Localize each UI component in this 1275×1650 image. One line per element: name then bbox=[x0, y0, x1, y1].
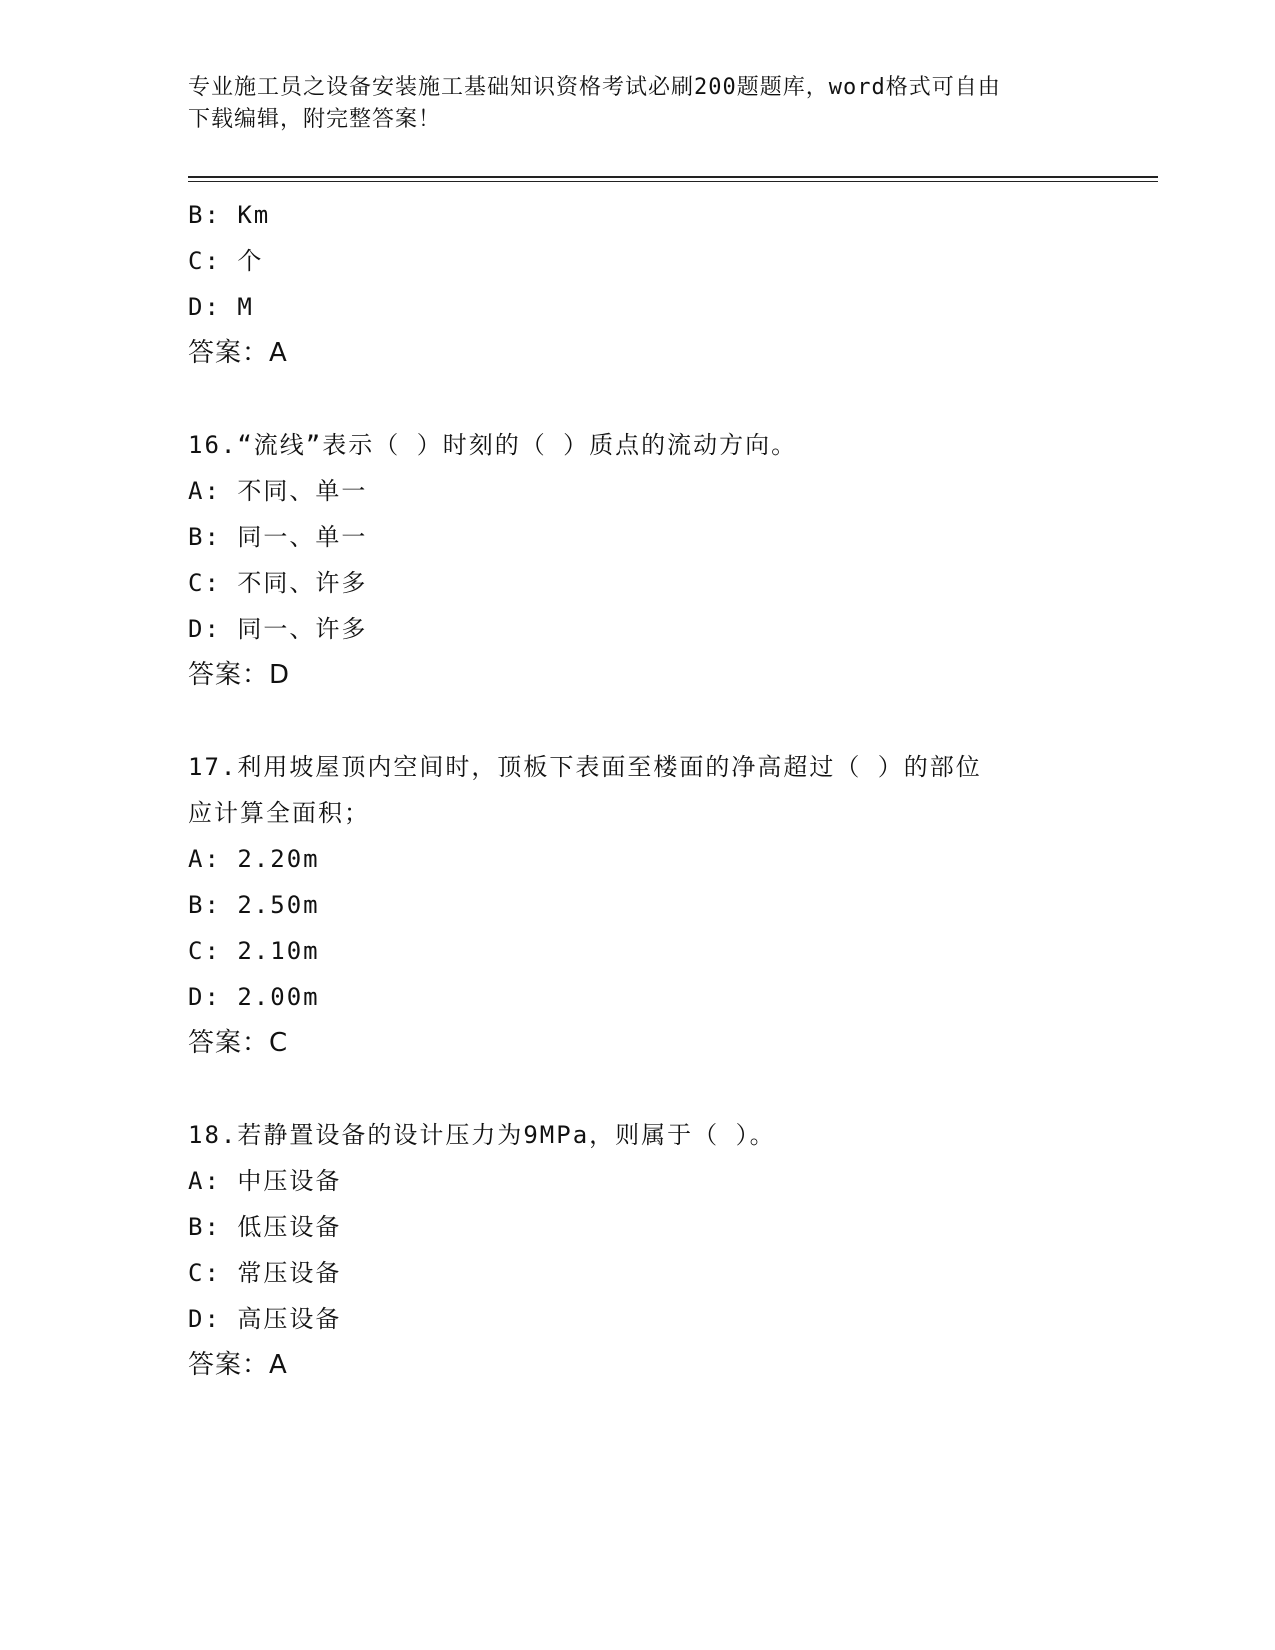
question-16 bbox=[188, 422, 1088, 698]
option-d: D: 高压设备 bbox=[188, 1305, 342, 1333]
option-a: A: 2.20m bbox=[188, 845, 320, 873]
answer-line: 答案：C bbox=[188, 1028, 289, 1058]
option-b: B: 2.50m bbox=[188, 891, 320, 919]
option-b: B: 低压设备 bbox=[188, 1213, 342, 1241]
option-b: B: 同一、单一 bbox=[188, 523, 368, 551]
option-d: D: 2.00m bbox=[188, 983, 320, 1011]
option-c: C: 常压设备 bbox=[188, 1259, 342, 1287]
answer-line: 答案：D bbox=[188, 660, 291, 690]
page-header bbox=[188, 72, 1068, 136]
header-title-line-1: 专业施工员之设备安装施工基础知识资格考试必刷200题题库，word格式可自由 bbox=[188, 75, 1001, 100]
answer-line: 答案：A bbox=[188, 1350, 288, 1380]
question-stem: 17.利用坡屋顶内空间时，顶板下表面至楼面的净高超过（ ）的部位 bbox=[188, 753, 982, 781]
question-stem: 18.若静置设备的设计压力为9MPa，则属于（ ）。 bbox=[188, 1121, 776, 1149]
option-b: B: Km bbox=[188, 201, 271, 229]
header-divider bbox=[188, 176, 1158, 178]
question-18 bbox=[188, 1112, 1088, 1388]
question-17 bbox=[188, 744, 1088, 1066]
header-title-line-2: 下载编辑，附完整答案！ bbox=[188, 107, 442, 132]
question-15-tail bbox=[188, 192, 1088, 376]
option-d: D: M bbox=[188, 293, 254, 321]
option-a: A: 不同、单一 bbox=[188, 477, 368, 505]
question-stem-continued: 应计算全面积； bbox=[188, 799, 370, 827]
question-list bbox=[188, 192, 1088, 1388]
option-d: D: 同一、许多 bbox=[188, 615, 368, 643]
answer-line: 答案：A bbox=[188, 338, 288, 368]
option-c: C: 不同、许多 bbox=[188, 569, 368, 597]
question-stem: 16.“流线”表示（ ）时刻的（ ）质点的流动方向。 bbox=[188, 431, 798, 459]
option-c: C: 个 bbox=[188, 247, 264, 275]
option-c: C: 2.10m bbox=[188, 937, 320, 965]
option-a: A: 中压设备 bbox=[188, 1167, 342, 1195]
header-divider-thin bbox=[188, 181, 1158, 182]
